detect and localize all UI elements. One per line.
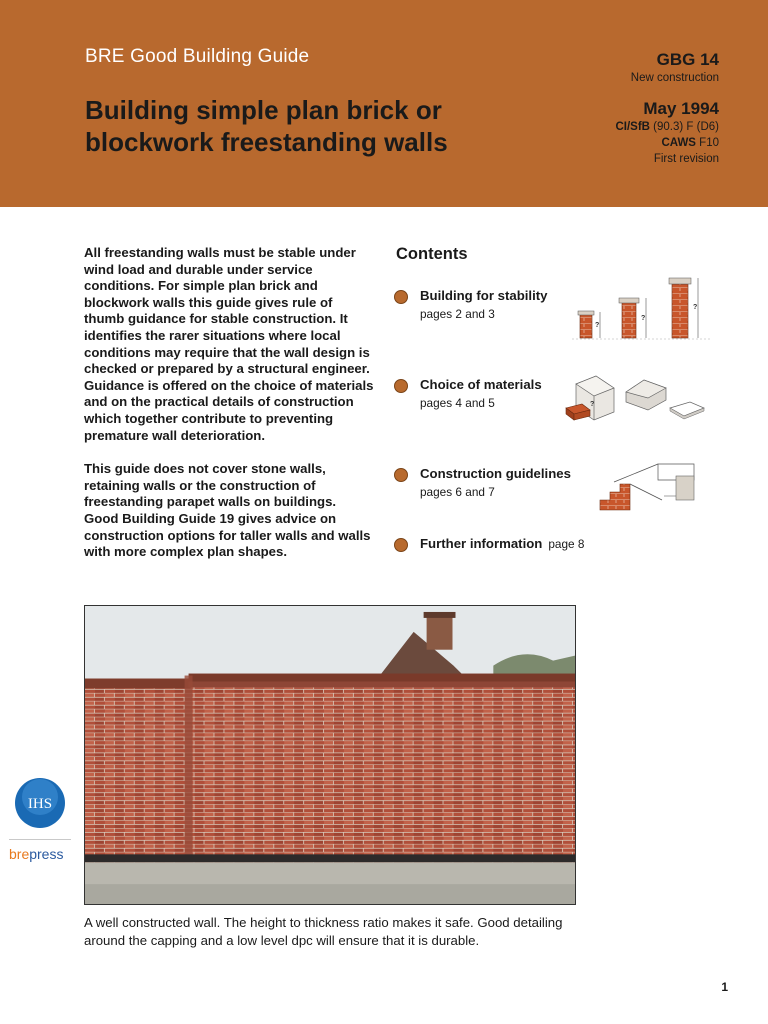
svg-text:?: ? [590, 401, 595, 408]
contents-item-pages: page 8 [548, 537, 585, 551]
svg-text:?: ? [595, 322, 600, 329]
guide-code: GBG 14 [656, 50, 719, 69]
contents-item-pages: pages 2 and 3 [420, 307, 495, 321]
construction-illustration [596, 458, 700, 514]
contents-item-title [420, 536, 584, 551]
svg-text:?: ? [641, 315, 646, 322]
contents-item-title-text: Further information [420, 536, 543, 551]
logo-divider [9, 839, 71, 840]
contents-item-title: Choice of materials [420, 377, 542, 392]
caws-value: F10 [699, 137, 719, 149]
materials-illustration [562, 370, 712, 432]
svg-text:?: ? [693, 304, 698, 311]
page-title: Building simple plan brick or blockwork freestanding walls [85, 95, 448, 157]
contents-item-title: Building for stability [420, 288, 548, 303]
bre-logo-part1: bre [9, 846, 30, 862]
intro-paragraph-1: All freestanding walls must be stable under wind load and durable under service conditions. For simple plan brick and blockwork walls this guide gives rule of thumb guidance for stable construction. It identifies the rarer situations where local conditions may require that the wall design is checked or prepared by a structural engineer. Guidance is offered on the choice of materials and on the practical details of construction which together contribute to preventing premature wall deterioration. [84, 245, 374, 443]
bullet-icon [394, 379, 408, 393]
series-title: BRE Good Building Guide [85, 46, 310, 67]
ihs-logo-text: IHS [27, 796, 53, 812]
document-meta [519, 50, 719, 167]
bre-press-logo [9, 846, 63, 862]
wall-photograph [84, 605, 576, 905]
bullet-icon [394, 290, 408, 304]
contents-item-pages: pages 4 and 5 [420, 396, 495, 410]
contents-heading: Contents [396, 245, 468, 263]
cisfb-classification [519, 119, 719, 135]
guide-category: New construction [630, 72, 719, 84]
bullet-icon [394, 538, 408, 552]
bullet-icon [394, 468, 408, 482]
intro-paragraph-2: This guide does not cover stone walls, retaining walls or the construction of freestanding parapet walls on buildings. Good Building Guide 19 gives advice on construction options for taller walls and walls with more complex plan shapes. [84, 461, 371, 560]
ihs-logo-icon [14, 777, 66, 829]
revision-note: First revision [653, 153, 719, 165]
photo-caption: A well constructed wall. The height to thickness ratio makes it safe. Good detailing around the capping and a low level dpc will ensure that it is durable. [84, 915, 563, 948]
intro-text [84, 245, 374, 578]
contents-item-pages: pages 6 and 7 [420, 485, 495, 499]
caws-classification [519, 135, 719, 151]
contents-item-title: Construction guidelines [420, 466, 571, 481]
bre-logo-part2: press [29, 846, 64, 862]
caws-label: CAWS [661, 137, 696, 149]
publication-date: May 1994 [643, 99, 719, 118]
cisfb-label: CI/SfB [615, 121, 650, 133]
stability-illustration [572, 270, 712, 345]
cisfb-value: (90.3) F (D6) [653, 121, 719, 133]
page-number: 1 [721, 980, 728, 994]
